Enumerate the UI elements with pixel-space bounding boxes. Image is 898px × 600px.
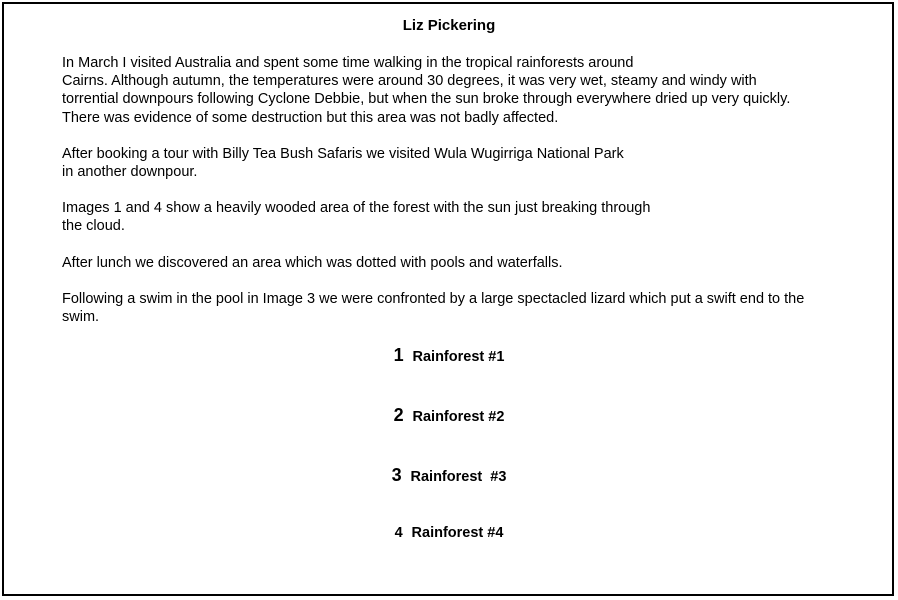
- paragraph-line: After lunch we discovered an area which was dotted with pools and waterfalls.: [62, 254, 563, 271]
- paragraph-images: [62, 199, 882, 235]
- paragraph-line: Images 1 and 4 show a heavily wooded area of the forest with the sun just breaking through: [62, 200, 651, 217]
- paragraph-swim: [62, 290, 882, 326]
- paragraph-line: There was evidence of some destruction but this area was not badly affected.: [62, 109, 559, 126]
- image-number: 1: [393, 345, 404, 365]
- paragraph-line: the cloud.: [62, 218, 125, 235]
- image-item-4: [0, 524, 898, 542]
- image-item-2: [0, 405, 898, 426]
- image-item-1: [0, 345, 898, 366]
- paragraph-line: Cairns. Although autumn, the temperatures were around 30 degrees, it was very wet, steamy and windy with: [62, 73, 757, 90]
- page-title: Liz Pickering: [402, 17, 496, 34]
- image-number: 2: [393, 405, 404, 425]
- paragraph-line: In March I visited Australia and spent some time walking in the tropical rainforests around: [62, 55, 634, 71]
- paragraph-line: Following a swim in the pool in Image 3 we were confronted by a large spectacled lizard which put a swift end to the: [62, 290, 805, 307]
- paragraph-intro: [62, 54, 882, 127]
- image-item-3: [0, 465, 898, 486]
- body-text: [62, 54, 882, 344]
- paragraph-line: swim.: [62, 309, 100, 326]
- paragraph-lunch: [62, 254, 882, 272]
- paragraph-tour: [62, 145, 882, 181]
- image-label: Rainforest #1: [412, 349, 505, 365]
- image-number: 4: [394, 525, 403, 541]
- image-number: 3: [391, 465, 402, 485]
- image-label: Rainforest #4: [411, 525, 504, 541]
- paragraph-line: in another downpour.: [62, 164, 198, 181]
- paragraph-line: torrential downpours following Cyclone Debbie, but when the sun broke through everywhere dried up very quickly.: [62, 91, 791, 108]
- image-label: Rainforest #3: [410, 469, 507, 485]
- image-label: Rainforest #2: [412, 409, 505, 425]
- paragraph-line: After booking a tour with Billy Tea Bush Safaris we visited Wula Wugirriga National Park: [62, 145, 624, 162]
